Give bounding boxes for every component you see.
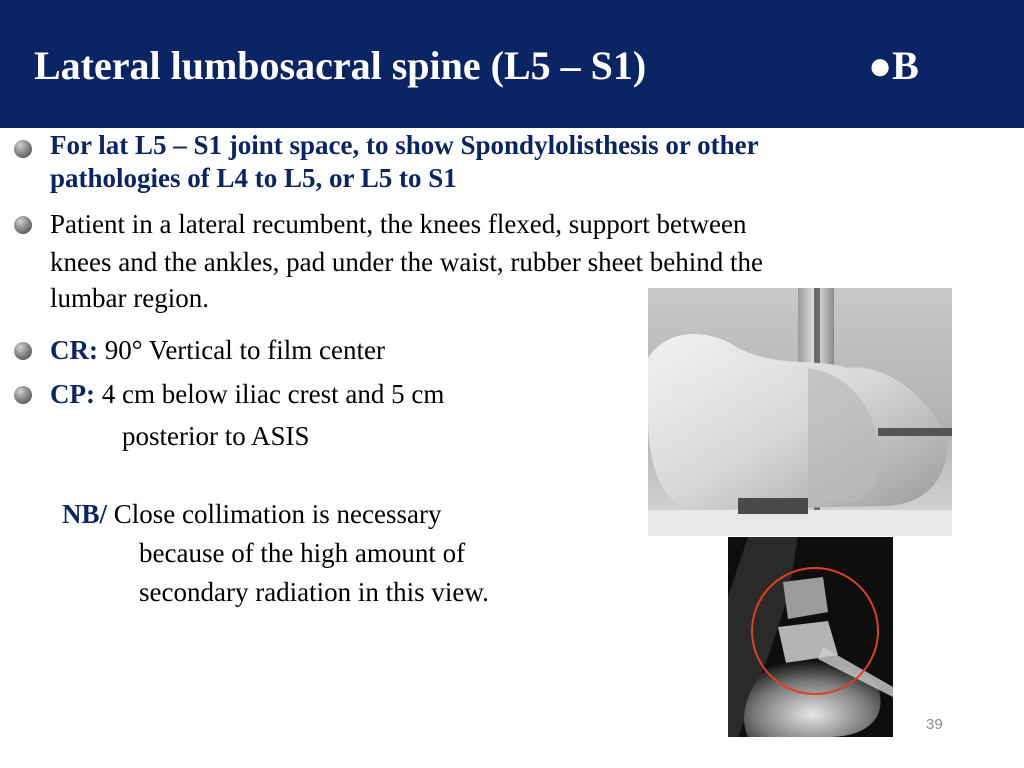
bullet-2-line-1: Patient in a lateral recumbent, the knees flexed, support between: [50, 209, 747, 239]
bullet-2-line-3: lumbar region.: [50, 283, 209, 313]
nb-text-1: Close collimation is necessary: [107, 499, 442, 529]
bullet-icon: [14, 216, 32, 234]
cr-value: 90° Vertical to film center: [98, 335, 385, 365]
bullet-icon: [14, 342, 32, 360]
patient-positioning-photo: [648, 288, 952, 536]
nb-note-line-1: [62, 496, 441, 532]
cr-label: CR:: [50, 335, 98, 365]
nb-note-line-3: secondary radiation in this view.: [139, 577, 489, 607]
cp-label: CP:: [50, 379, 95, 409]
lateral-lumbosacral-radiograph: [728, 537, 893, 737]
bullet-1-line-1: For lat L5 – S1 joint space, to show Spondylolisthesis or other: [50, 130, 759, 160]
bullet-icon: [14, 140, 32, 158]
patient-photo-drawing: [648, 288, 952, 536]
nb-note-line-2: because of the high amount of: [139, 538, 466, 568]
bullet-icon: [14, 386, 32, 404]
title-badge: ●B: [868, 43, 919, 88]
page-number: 39: [926, 716, 943, 733]
bullet-2-line-2: knees and the ankles, pad under the waist, rubber sheet behind the: [50, 247, 764, 277]
nb-label: NB/: [62, 499, 108, 529]
cp-value-line-2: posterior to ASIS: [122, 421, 310, 451]
title-bar: [0, 0, 1024, 128]
radiograph-drawing: [728, 537, 893, 737]
cp-value-line-1: 4 cm below iliac crest and 5 cm: [94, 379, 445, 409]
centering-point-text: [50, 376, 444, 412]
central-ray-text: [50, 332, 385, 368]
bullet-1-line-2: pathologies of L4 to L5, or L5 to S1: [50, 163, 457, 193]
slide-title: Lateral lumbosacral spine (L5 – S1): [34, 43, 647, 88]
